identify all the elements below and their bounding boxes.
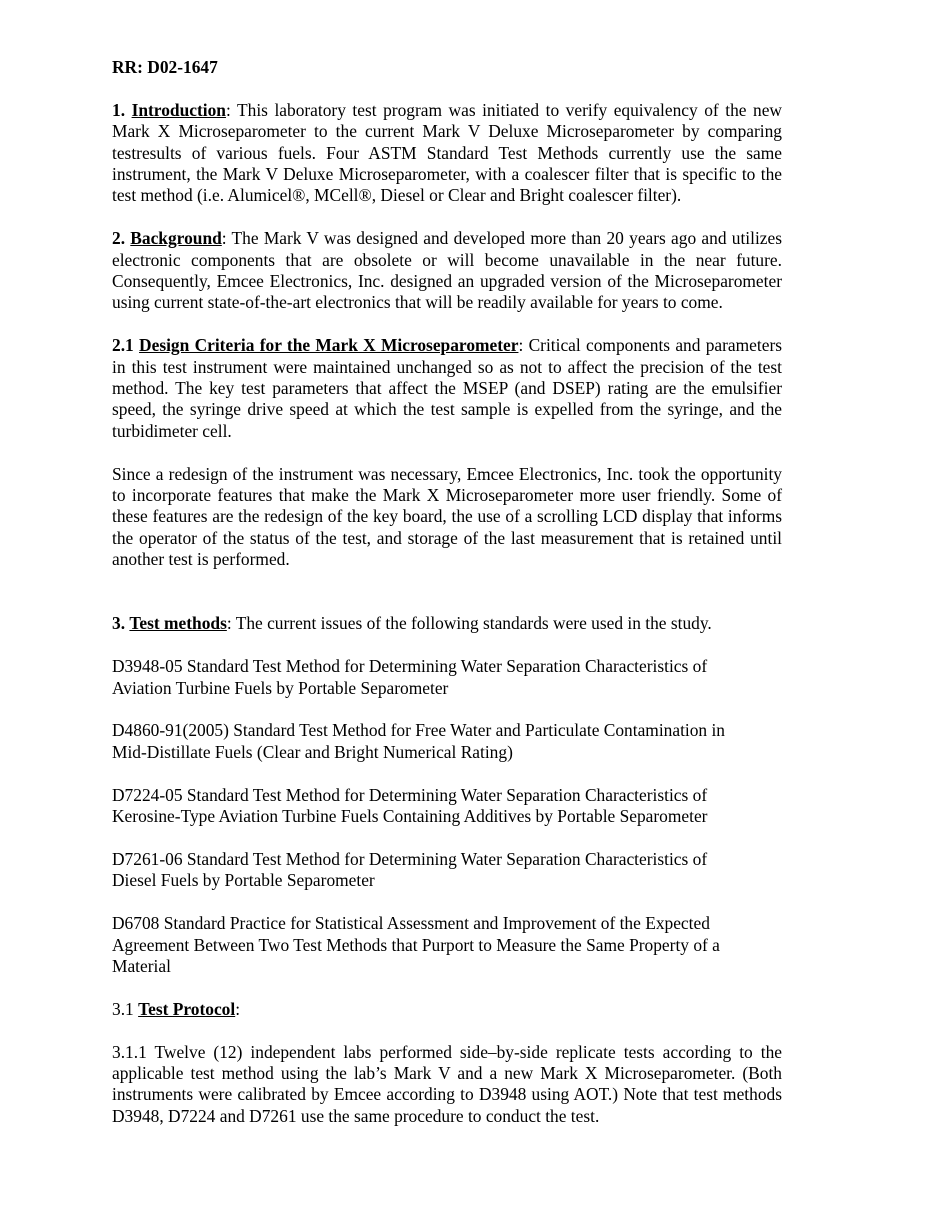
document-body [112, 57, 782, 1127]
section-text: : The Mark V was designed and developed more than 20 years ago and utilizes electronic components that are obsolete or will become unavailable in the near future. Consequently, Emcee Electronics, Inc. designed an upgraded version of the Microseparometer using current state-of-the-art electronics that will be readily available for years to come. [112, 228, 782, 313]
section-introduction [112, 100, 782, 207]
section-number: 3.1 [112, 998, 134, 1019]
section-design-criteria [112, 335, 782, 442]
section-colon: : [235, 998, 241, 1019]
standard-line: D6708 Standard Practice for Statistical Assessment and Improvement of the Expected [112, 913, 710, 934]
standard-line: Mid-Distillate Fuels (Clear and Bright Numerical Rating) [112, 741, 513, 762]
standard-line: D7261-06 Standard Test Method for Determining Water Separation Characteristics of [112, 848, 708, 869]
section-background [112, 228, 782, 314]
standard-line: D4860-91(2005) Standard Test Method for Free Water and Particulate Contamination in [112, 720, 726, 741]
section-text: : The current issues of the following standards were used in the study. [226, 613, 712, 634]
section-number: 2. [112, 228, 126, 249]
section-text: : This laboratory test program was initiated to verify equivalency of the new Mark X Microseparometer to the current Mark V Deluxe Microseparometer by comparing testresults of various fuels. Four ASTM Standard Test Methods currently use the same instrument, the Mark V Deluxe Microseparometer, with a coalescer filter that is specific to the test method (i.e. Alumicel®, MCell®, Diesel or Clear and Bright coalescer filter). [112, 99, 782, 206]
section-test-methods [112, 613, 782, 634]
section-heading: Design Criteria for the Mark X Microseparometer [139, 335, 519, 356]
section-heading: Introduction [131, 99, 226, 120]
section-heading: Test Protocol [138, 998, 236, 1019]
section-number: 1. [112, 99, 126, 120]
standard-line: Agreement Between Two Test Methods that Purport to Measure the Same Property of a [112, 934, 720, 955]
protocol-paragraph: 3.1.1 Twelve (12) independent labs performed side–by-side replicate tests according to the applicable test method using the lab’s Mark V and a new Mark X Microseparometer. (Both instruments were calibrated by Emcee according to D3948 using AOT.) Note that test methods D3948, D7224 and D7261 use the same procedure to conduct the test. [112, 1041, 782, 1126]
standard-line: Aviation Turbine Fuels by Portable Separometer [112, 677, 449, 698]
section-heading: Background [130, 228, 222, 249]
design-paragraph-2: Since a redesign of the instrument was necessary, Emcee Electronics, Inc. took the opportunity to incorporate features that make the Mark X Microseparometer more user friendly. Some of these features are the redesign of the key board, the use of a scrolling LCD display that informs the operator of the status of the test, and storage of the last measurement that is retained until another test is performed. [112, 463, 782, 570]
standard-line: Diesel Fuels by Portable Separometer [112, 870, 375, 891]
standard-item [112, 720, 782, 763]
section-number: 2.1 [112, 335, 134, 356]
standard-line: Kerosine-Type Aviation Turbine Fuels Containing Additives by Portable Separometer [112, 806, 708, 827]
standard-line: D7224-05 Standard Test Method for Determining Water Separation Characteristics of [112, 784, 708, 805]
standard-item [112, 656, 782, 699]
section-text: : Critical components and parameters in this test instrument were maintained unchanged so as not to affect the precision of the test method. The key test parameters that affect the MSEP (and DSEP) rating are the emulsifier speed, the syringe drive speed at which the test sample is expelled from the syringe, and the turbidimeter cell. [112, 335, 783, 441]
section-number: 3. [112, 613, 126, 634]
standard-line: Material [112, 955, 171, 976]
section-heading: Test methods [129, 613, 227, 634]
standard-item [112, 913, 782, 977]
standard-line: D3948-05 Standard Test Method for Determining Water Separation Characteristics of [112, 656, 708, 677]
document-id: RR: D02-1647 [112, 57, 218, 77]
standard-item [112, 849, 782, 892]
section-test-protocol [112, 999, 782, 1020]
standard-item [112, 785, 782, 828]
